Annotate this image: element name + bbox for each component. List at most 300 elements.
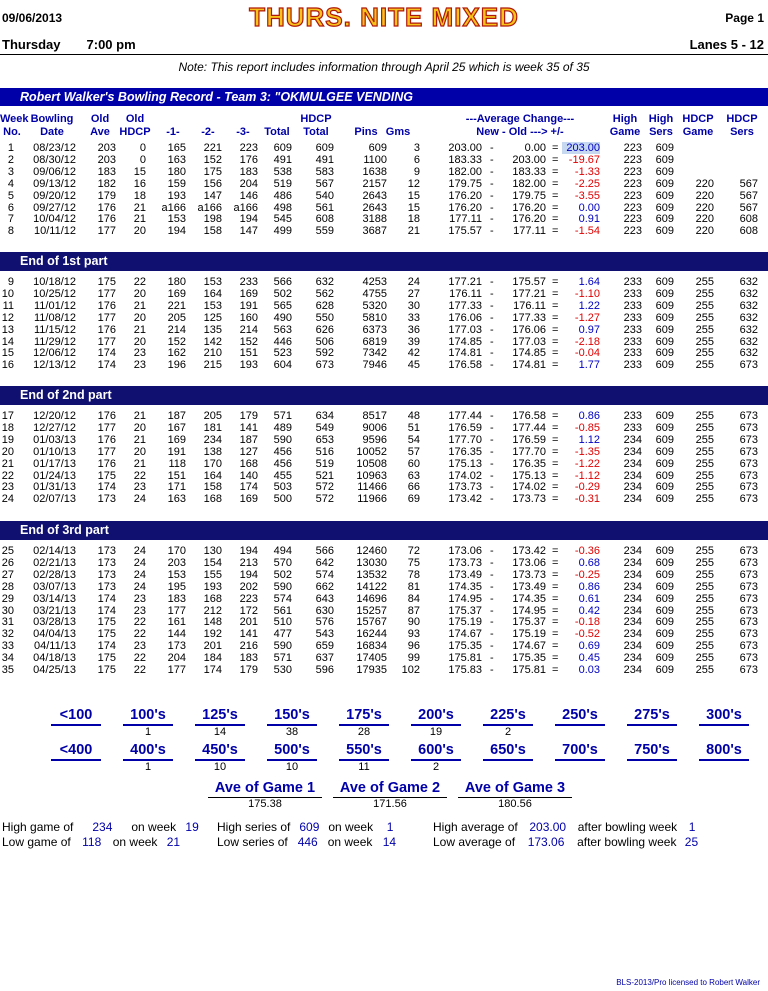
table-cell: 18 bbox=[407, 213, 420, 226]
table-cell: 168 bbox=[203, 592, 222, 605]
range-bucket bbox=[328, 707, 400, 739]
table-cell: 3 bbox=[413, 142, 420, 154]
equals-separator: = bbox=[552, 628, 559, 641]
table-cell: 99 bbox=[407, 652, 420, 665]
table-cell: -0.52 bbox=[574, 628, 600, 641]
range-bucket-label: 225's bbox=[483, 707, 533, 726]
equals-separator: = bbox=[552, 142, 559, 154]
table-cell: 5 bbox=[7, 189, 14, 202]
table-cell: 609 bbox=[655, 556, 674, 569]
table-cell: 23 bbox=[133, 592, 146, 605]
range-bucket-count: 14 bbox=[213, 726, 227, 738]
table-cell: 174.95 bbox=[448, 592, 482, 605]
table-cell: 175 bbox=[97, 616, 116, 629]
table-cell: 590 bbox=[273, 640, 292, 653]
table-cell: 643 bbox=[315, 592, 334, 605]
table-cell: a166 bbox=[197, 201, 222, 214]
table-cell: 156 bbox=[203, 177, 222, 190]
range-bucket bbox=[688, 742, 760, 761]
col-hdcp-sers-l1: HDCP bbox=[726, 113, 758, 125]
table-cell: 255 bbox=[695, 568, 714, 581]
table-cell: 08/23/12 bbox=[33, 142, 76, 154]
table-cell: 233 bbox=[623, 410, 642, 422]
table-cell: 176.11 bbox=[513, 299, 546, 312]
table-cell: 142 bbox=[203, 335, 222, 348]
table-cell: 565 bbox=[273, 299, 292, 312]
table-cell: 28 bbox=[1, 580, 14, 593]
table-cell: 8 bbox=[7, 225, 14, 238]
table-cell: 630 bbox=[315, 604, 334, 617]
table-cell: 215 bbox=[203, 359, 222, 372]
table-cell: -0.04 bbox=[574, 347, 600, 360]
table-cell: 0.86 bbox=[578, 580, 600, 593]
table-cell: 572 bbox=[315, 481, 334, 494]
table-cell: 173.73 bbox=[448, 556, 482, 569]
range-bucket bbox=[544, 707, 616, 726]
table-cell: 173 bbox=[97, 568, 116, 581]
equals-separator: = bbox=[552, 568, 559, 581]
table-cell: 212 bbox=[203, 604, 222, 617]
table-cell: 255 bbox=[695, 556, 714, 569]
table-cell: 32 bbox=[1, 628, 14, 641]
range-bucket-count: 19 bbox=[429, 726, 443, 738]
table-cell: 179.75 bbox=[512, 189, 546, 202]
table-cell: 234 bbox=[623, 592, 642, 605]
table-cell: 03/07/13 bbox=[33, 580, 76, 593]
table-cell: 17 bbox=[1, 410, 14, 422]
ave-game-3-label: Ave of Game 3 bbox=[458, 780, 572, 798]
table-cell: 4253 bbox=[362, 276, 387, 288]
range-bucket-label: 150's bbox=[267, 707, 317, 726]
equals-separator: = bbox=[552, 323, 559, 336]
table-cell: 21 bbox=[133, 299, 146, 312]
table-cell: 502 bbox=[273, 568, 292, 581]
table-cell: 181 bbox=[203, 421, 222, 434]
table-cell: 175.57 bbox=[512, 276, 546, 288]
low-game-value: 118 bbox=[82, 835, 102, 849]
table-cell: 609 bbox=[655, 445, 674, 458]
minus-separator: - bbox=[490, 213, 494, 226]
table-cell: 177.03 bbox=[512, 335, 546, 348]
table-cell: 255 bbox=[695, 481, 714, 494]
table-cell: 180 bbox=[167, 276, 186, 288]
table-cell: 446 bbox=[273, 335, 292, 348]
table-cell: 673 bbox=[739, 580, 758, 593]
table-cell: 234 bbox=[623, 580, 642, 593]
equals-separator: = bbox=[552, 189, 559, 202]
table-cell: 234 bbox=[623, 481, 642, 494]
table-cell: 16834 bbox=[356, 640, 387, 653]
range-bucket-label: 700's bbox=[555, 742, 605, 761]
table-cell: 27 bbox=[1, 568, 14, 581]
high-game-value: 234 bbox=[92, 820, 113, 834]
table-cell: 152 bbox=[167, 335, 186, 348]
table-cell: 130 bbox=[203, 545, 222, 557]
table-cell: 223 bbox=[623, 142, 642, 154]
high-game-week-label: on week bbox=[131, 820, 177, 834]
table-cell: 173.06 bbox=[512, 556, 546, 569]
range-bucket-label: 175's bbox=[339, 707, 389, 726]
table-cell: 201 bbox=[203, 640, 222, 653]
table-cell: 500 bbox=[273, 493, 292, 506]
table-cell: 609 bbox=[655, 421, 674, 434]
table-cell: 175 bbox=[97, 664, 116, 676]
table-row bbox=[0, 202, 768, 214]
table-cell: 175.81 bbox=[512, 664, 546, 676]
table-row bbox=[0, 213, 768, 225]
ave-game-3-value: 180.56 bbox=[498, 798, 532, 810]
table-cell: 153 bbox=[167, 568, 186, 581]
table-cell: 183 bbox=[167, 592, 186, 605]
table-cell: 214 bbox=[167, 323, 186, 336]
low-game-label: Low game of bbox=[2, 835, 71, 849]
table-cell: 609 bbox=[655, 410, 674, 422]
table-cell: 35 bbox=[1, 664, 14, 676]
table-cell: 127 bbox=[239, 445, 258, 458]
equals-separator: = bbox=[552, 433, 559, 446]
table-cell: 78 bbox=[407, 568, 420, 581]
table-cell: 153 bbox=[203, 299, 222, 312]
table-row bbox=[0, 312, 768, 324]
table-cell: 609 bbox=[655, 225, 674, 238]
equals-separator: = bbox=[552, 481, 559, 494]
col-hdcp-sers-l2: Sers bbox=[730, 126, 754, 138]
table-cell: 175.83 bbox=[448, 664, 482, 676]
table-cell: 221 bbox=[167, 299, 186, 312]
table-cell: 174 bbox=[97, 347, 116, 360]
range-bucket-label: 750's bbox=[627, 742, 677, 761]
equals-separator: = bbox=[552, 652, 559, 665]
table-cell: 54 bbox=[407, 433, 420, 446]
equals-separator: = bbox=[552, 604, 559, 617]
table-cell: 175.13 bbox=[448, 457, 482, 470]
minus-separator: - bbox=[490, 580, 494, 593]
range-bucket-count: 28 bbox=[357, 726, 371, 738]
equals-separator: = bbox=[552, 469, 559, 482]
table-cell: 172 bbox=[239, 604, 258, 617]
table-cell: 673 bbox=[739, 481, 758, 494]
table-cell: 23 bbox=[133, 481, 146, 494]
table-cell: 234 bbox=[623, 616, 642, 629]
table-cell: 7342 bbox=[362, 347, 387, 360]
table-cell: 22 bbox=[133, 616, 146, 629]
table-cell: 0.00 bbox=[524, 142, 546, 154]
minus-separator: - bbox=[490, 165, 494, 178]
table-cell: 151 bbox=[167, 469, 186, 482]
low-series-label: Low series of bbox=[217, 835, 288, 849]
equals-separator: = bbox=[552, 556, 559, 569]
low-game-week-label: on week bbox=[112, 835, 158, 849]
table-cell: 234 bbox=[623, 652, 642, 665]
table-cell: 566 bbox=[315, 545, 334, 557]
table-cell: 609 bbox=[655, 201, 674, 214]
table-cell: 22 bbox=[133, 469, 146, 482]
table-row bbox=[0, 324, 768, 336]
table-cell: -0.85 bbox=[574, 421, 600, 434]
table-cell: 17405 bbox=[356, 652, 387, 665]
table-cell: 04/25/13 bbox=[33, 664, 76, 676]
table-cell: 24 bbox=[133, 493, 146, 506]
equals-separator: = bbox=[552, 153, 559, 166]
table-cell: 09/13/12 bbox=[33, 177, 76, 190]
table-cell: 220 bbox=[695, 177, 714, 190]
table-row bbox=[0, 652, 768, 664]
table-cell: 20 bbox=[133, 335, 146, 348]
range-bucket-label: 600's bbox=[411, 742, 461, 761]
table-cell: 03/21/13 bbox=[33, 604, 76, 617]
summary-high-series bbox=[217, 820, 407, 834]
table-cell: 609 bbox=[655, 153, 674, 166]
table-cell: 673 bbox=[739, 545, 758, 557]
table-cell: 184 bbox=[203, 652, 222, 665]
table-cell: 03/14/13 bbox=[33, 592, 76, 605]
table-cell: a166 bbox=[161, 201, 186, 214]
table-cell: 183.33 bbox=[512, 165, 546, 178]
table-cell: 174.35 bbox=[448, 580, 482, 593]
low-avg-week: 25 bbox=[684, 835, 699, 849]
table-cell: 233 bbox=[623, 276, 642, 288]
table-cell: 2643 bbox=[362, 189, 387, 202]
col-hdcp-game-l2: Game bbox=[682, 126, 714, 138]
range-bucket-label: 800's bbox=[699, 742, 749, 761]
summary-low-average bbox=[433, 835, 706, 849]
table-cell: 24 bbox=[133, 556, 146, 569]
table-cell: 03/28/13 bbox=[33, 616, 76, 629]
table-cell: 164 bbox=[203, 287, 222, 300]
table-cell: -0.36 bbox=[574, 545, 600, 557]
table-cell: 12/06/12 bbox=[33, 347, 76, 360]
table-cell: 08/30/12 bbox=[33, 153, 76, 166]
header-divider bbox=[0, 54, 768, 55]
col-old-ave-l2: Ave bbox=[90, 126, 110, 138]
table-cell: -0.31 bbox=[574, 493, 600, 506]
table-cell: 75 bbox=[407, 556, 420, 569]
col-g2: -2- bbox=[201, 126, 215, 138]
table-cell: 153 bbox=[167, 213, 186, 226]
range-bucket bbox=[40, 742, 112, 761]
table-cell: 456 bbox=[273, 457, 292, 470]
table-cell: 456 bbox=[273, 445, 292, 458]
high-series-week-label: on week bbox=[328, 820, 374, 834]
minus-separator: - bbox=[490, 421, 494, 434]
table-cell: 09/06/12 bbox=[33, 165, 76, 178]
league-day: Thursday bbox=[2, 37, 61, 52]
table-cell: 540 bbox=[315, 189, 334, 202]
table-cell: 04/11/13 bbox=[33, 640, 76, 653]
table-cell: 609 bbox=[655, 457, 674, 470]
minus-separator: - bbox=[490, 299, 494, 312]
table-row bbox=[0, 347, 768, 359]
table-cell: 562 bbox=[315, 287, 334, 300]
table-cell: 673 bbox=[739, 410, 758, 422]
range-bucket-label: 200's bbox=[411, 707, 461, 726]
table-cell: 96 bbox=[407, 640, 420, 653]
table-row bbox=[0, 359, 768, 371]
table-row bbox=[0, 142, 768, 154]
low-series-value: 446 bbox=[297, 835, 318, 849]
table-cell: 609 bbox=[655, 640, 674, 653]
table-cell: 203 bbox=[97, 153, 116, 166]
table-row bbox=[0, 545, 768, 557]
table-cell: 19 bbox=[1, 433, 14, 446]
col-week-l2: No. bbox=[3, 126, 21, 138]
table-cell: 173.73 bbox=[448, 481, 482, 494]
table-cell: 175 bbox=[97, 276, 116, 288]
table-cell: 3 bbox=[7, 165, 14, 178]
table-cell: 175 bbox=[97, 469, 116, 482]
table-cell: 673 bbox=[739, 628, 758, 641]
low-series-week-label: on week bbox=[327, 835, 373, 849]
table-cell: 174 bbox=[97, 592, 116, 605]
table-cell: 24 bbox=[133, 545, 146, 557]
table-cell: 152 bbox=[203, 153, 222, 166]
table-cell: 177.21 bbox=[448, 276, 482, 288]
table-cell: 0.68 bbox=[578, 556, 600, 569]
table-cell: 177 bbox=[97, 335, 116, 348]
table-cell: 182 bbox=[97, 177, 116, 190]
table-cell: 220 bbox=[695, 225, 714, 238]
table-cell: 148 bbox=[203, 616, 222, 629]
table-cell: 234 bbox=[203, 433, 222, 446]
table-row bbox=[0, 581, 768, 593]
equals-separator: = bbox=[552, 225, 559, 238]
table-cell: 175.19 bbox=[448, 616, 482, 629]
table-cell: 118 bbox=[168, 457, 186, 470]
table-cell: 220 bbox=[695, 189, 714, 202]
equals-separator: = bbox=[552, 165, 559, 178]
table-cell: 176.35 bbox=[512, 457, 546, 470]
table-cell: 22 bbox=[133, 652, 146, 665]
table-row bbox=[0, 336, 768, 348]
table-cell: 632 bbox=[315, 276, 334, 288]
table-cell: 12/27/12 bbox=[33, 421, 76, 434]
table-cell: 162 bbox=[167, 347, 186, 360]
table-cell: 634 bbox=[315, 410, 334, 422]
table-cell: 17935 bbox=[356, 664, 387, 676]
table-cell: 609 bbox=[655, 469, 674, 482]
table-row bbox=[0, 664, 768, 676]
table-cell: a166 bbox=[233, 201, 258, 214]
table-cell: 255 bbox=[695, 276, 714, 288]
equals-separator: = bbox=[552, 201, 559, 214]
league-time: 7:00 pm bbox=[86, 37, 136, 52]
equals-separator: = bbox=[552, 616, 559, 629]
table-cell: 609 bbox=[273, 142, 292, 154]
table-cell: 0 bbox=[139, 153, 146, 166]
range-bucket bbox=[184, 742, 256, 774]
table-cell: 141 bbox=[239, 628, 258, 641]
table-cell: 3687 bbox=[362, 225, 387, 238]
low-avg-label: Low average of bbox=[433, 835, 516, 849]
table-cell: 628 bbox=[315, 299, 334, 312]
table-cell: 21 bbox=[133, 433, 146, 446]
table-cell: 24 bbox=[407, 276, 420, 288]
table-cell: 1.22 bbox=[578, 299, 600, 312]
table-cell: 221 bbox=[203, 142, 222, 154]
table-row bbox=[0, 493, 768, 505]
table-cell: 609 bbox=[655, 335, 674, 348]
section-title: End of 2nd part bbox=[20, 388, 112, 402]
range-bucket bbox=[256, 707, 328, 739]
equals-separator: = bbox=[552, 311, 559, 324]
minus-separator: - bbox=[490, 640, 494, 653]
minus-separator: - bbox=[490, 287, 494, 300]
table-cell: 15 bbox=[407, 189, 420, 202]
table-cell: 255 bbox=[695, 604, 714, 617]
table-cell: 1.12 bbox=[578, 433, 600, 446]
low-game-week: 21 bbox=[166, 835, 181, 849]
table-cell: 21 bbox=[133, 410, 146, 422]
table-cell: 609 bbox=[655, 664, 674, 676]
minus-separator: - bbox=[490, 359, 494, 372]
table-cell: 7946 bbox=[362, 359, 387, 372]
minus-separator: - bbox=[490, 189, 494, 202]
table-cell: 632 bbox=[739, 323, 758, 336]
table-cell: 171 bbox=[167, 481, 186, 494]
table-cell: 176.20 bbox=[512, 213, 546, 226]
table-cell: 16244 bbox=[356, 628, 387, 641]
table-cell: 177 bbox=[97, 445, 116, 458]
table-cell: 183 bbox=[97, 165, 116, 178]
table-cell: 523 bbox=[273, 347, 292, 360]
table-cell: 673 bbox=[739, 493, 758, 506]
table-cell: 255 bbox=[695, 545, 714, 557]
table-cell: 203.00 bbox=[448, 142, 482, 154]
table-cell: 81 bbox=[407, 580, 420, 593]
ave-game-2-label: Ave of Game 2 bbox=[333, 780, 447, 798]
minus-separator: - bbox=[490, 445, 494, 458]
range-bucket bbox=[544, 742, 616, 761]
range-bucket-label: 500's bbox=[267, 742, 317, 761]
table-row bbox=[0, 422, 768, 434]
table-cell: 138 bbox=[203, 445, 222, 458]
table-cell: 01/17/13 bbox=[33, 457, 76, 470]
table-cell: 455 bbox=[273, 469, 292, 482]
table-cell: 220 bbox=[695, 201, 714, 214]
equals-separator: = bbox=[552, 545, 559, 557]
table-cell: 0.03 bbox=[578, 664, 600, 676]
table-cell: 183.33 bbox=[448, 153, 482, 166]
table-cell: 146 bbox=[239, 189, 258, 202]
table-cell: 177.44 bbox=[512, 421, 546, 434]
table-cell: 234 bbox=[623, 545, 642, 557]
table-cell: 177.21 bbox=[512, 287, 546, 300]
table-cell: 20 bbox=[133, 225, 146, 238]
table-cell: 176 bbox=[97, 410, 116, 422]
table-cell: 152 bbox=[239, 335, 258, 348]
table-cell: 559 bbox=[315, 225, 334, 238]
table-cell: 21 bbox=[407, 225, 420, 238]
table-cell: 673 bbox=[739, 652, 758, 665]
range-bucket-label: 125's bbox=[195, 707, 245, 726]
minus-separator: - bbox=[490, 457, 494, 470]
table-cell: 93 bbox=[407, 628, 420, 641]
col-hdcp-total-l1: HDCP bbox=[300, 113, 332, 125]
bowler-record-title: Robert Walker's Bowling Record - Team 3: "OKMULGEE VENDING bbox=[20, 90, 413, 104]
table-cell: -1.22 bbox=[574, 457, 600, 470]
minus-separator: - bbox=[490, 311, 494, 324]
table-cell: 182.00 bbox=[512, 177, 546, 190]
table-cell: 177.03 bbox=[448, 323, 482, 336]
table-cell: 574 bbox=[273, 592, 292, 605]
high-game-label: High game of bbox=[2, 820, 74, 834]
table-cell: 33 bbox=[407, 311, 420, 324]
table-cell: 234 bbox=[623, 664, 642, 676]
table-cell: 7 bbox=[7, 213, 14, 226]
table-cell: 571 bbox=[273, 410, 292, 422]
table-cell: 519 bbox=[315, 457, 334, 470]
table-cell: 223 bbox=[623, 189, 642, 202]
